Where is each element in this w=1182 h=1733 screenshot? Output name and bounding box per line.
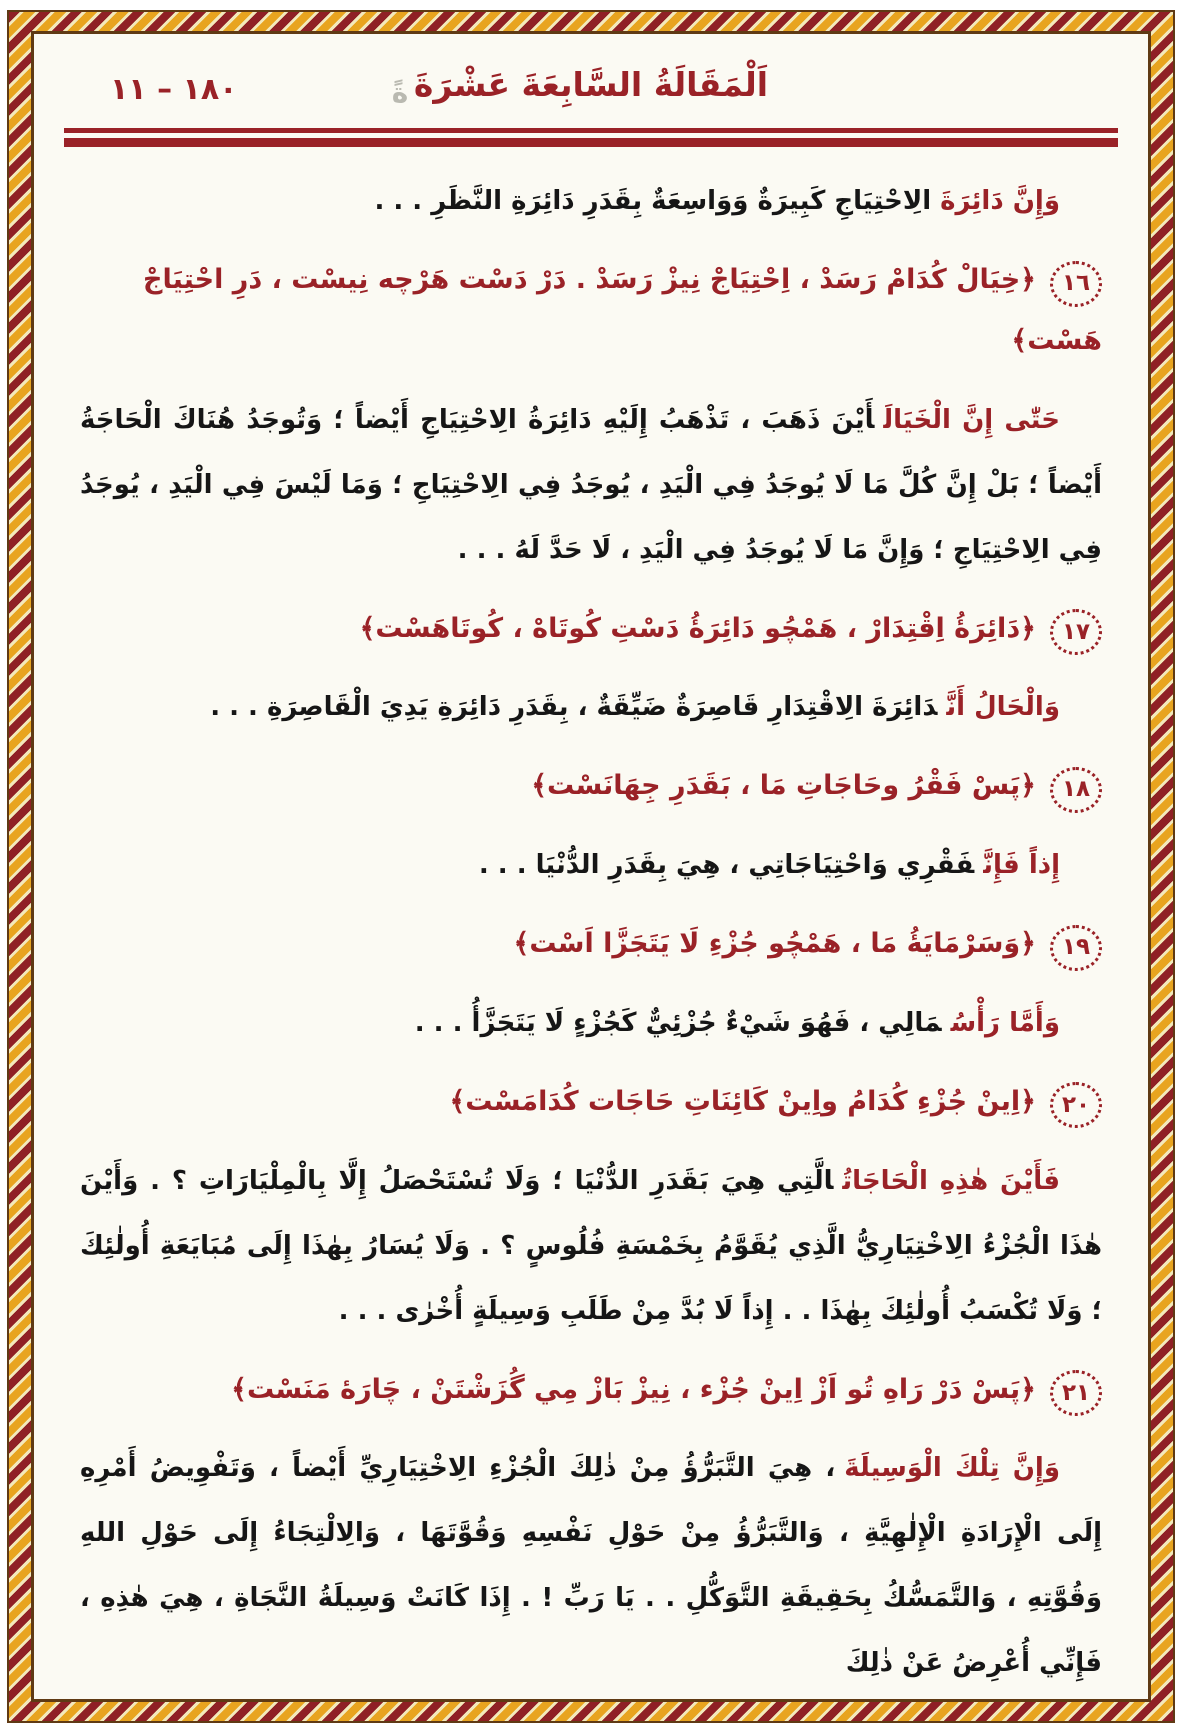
verse-text: ﴿وَسَرْمَايَهُٔ مَا ، هَمْچُو جُزْءِ لَا يَتَجَزَّا اَسْت﴾ xyxy=(513,928,1036,959)
commentary-paragraph xyxy=(80,833,1102,898)
page-header xyxy=(80,60,1102,126)
paragraph-lead: حَتّٰى إِنَّ الْخَيَالَ xyxy=(883,404,1061,435)
verse-text: ﴿پَسْ فَقْرُ وحَاجَاتِ مَا ، بَقَدَرِ جِهَانَسْت﴾ xyxy=(531,770,1036,802)
verse-number: ١٨ xyxy=(1061,776,1091,803)
page-content-area xyxy=(31,31,1151,1702)
paragraph-lead: وَإِنَّ دَائِرَةَ xyxy=(940,186,1060,216)
paragraph-text: الِاحْتِيَاجِ كَبِيرَةٌ وَوَاسِعَةٌ بِقَدَرِ دَائِرَةِ النَّظَرِ . . . xyxy=(374,186,932,216)
verse-number: ١٦ xyxy=(1061,270,1091,296)
verse-line-20 xyxy=(80,1072,1102,1133)
commentary-paragraph xyxy=(80,991,1102,1056)
verse-text: ﴿اِينْ جُزْءِ كُدَامُ واِينْ كَائِنَاتِ حَاجَات كُدَامَسْت﴾ xyxy=(449,1085,1036,1117)
paragraph-text: مَالِي ، فَهُوَ شَيْءٌ جُزْئِيٌّ كَجُزْءٍ لَا يَتَجَزَّأُ . . . xyxy=(414,1007,942,1038)
verse-number-medallion xyxy=(1050,609,1102,655)
verse-number: ٢٠ xyxy=(1061,1091,1091,1118)
title-ghost-glyph: ةً xyxy=(391,76,409,109)
paragraph-text: فَقْرِي وَاحْتِيَاجَاتِي ، هِيَ بِقَدَرِ الدُّنْيَا . . . xyxy=(478,850,975,880)
verse-number: ٢١ xyxy=(1061,1379,1091,1406)
commentary-paragraph xyxy=(80,1149,1102,1344)
paragraph-lead: وَإِنَّ تِلْكَ الْوَسِيلَةَ xyxy=(844,1453,1060,1484)
verse-text: ﴿پَسْ دَرْ رَاهِ تُو اَزْ اِينْ جُزْء ، نِيزْ بَازْ مِي گُزَشْتَنْ ، چَارَهٔ مَنَسْت﴾ xyxy=(231,1373,1036,1405)
verse-line-19 xyxy=(80,914,1102,975)
verse-text: ﴿دَائِرَهُٔ اِقْتِدَارْ ، هَمْچُو دَائِرَهُٔ دَسْتِ كُوتَاهْ ، كُوتَاهَسْت﴾ xyxy=(359,612,1036,644)
verse-line-17 xyxy=(80,599,1102,660)
paragraph-lead: إِذاً فَإِنَّ xyxy=(983,850,1060,880)
verse-number-medallion xyxy=(1050,1082,1102,1128)
paragraph-text: أَيْنَ ذَهَبَ ، تَذْهَبُ إِلَيْهِ دَائِرَةُ الِاحْتِيَاجِ أَيْضاً ؛ وَتُوجَدُ هُنَاكَ الْحَاجَةُ أَيْضاً ؛ بَلْ إِنَّ كُلَّ مَا لَا يُوجَدُ فِي الْيَدِ ، يُوجَدُ فِي الِاحْتِيَاجِ ؛ وَمَا لَيْسَ فِي الْيَدِ ، يُوجَدُ فِي الِاحْتِيَاجِ ؛ وَإِنَّ مَا لَا يُوجَدُ فِي الْيَدِ ، لَا حَدَّ لَهُ . . . xyxy=(80,404,1102,565)
article-body xyxy=(80,147,1102,1696)
verse-number-medallion xyxy=(1050,261,1102,307)
paragraph-text: ، هِيَ التَّبَرُّؤُ مِنْ ذٰلِكَ الْجُزْءِ الِاخْتِيَارِيِّ أَيْضاً ، وَتَفْوِيضُ أَمْرِهِ إِلَى الْإِرَادَةِ الْإِلٰهِيَّةِ ، وَالتَّبَرُّؤُ مِنْ حَوْلِ نَفْسِهِ وَقُوَّتَهَا ، وَالِالْتِجَاءُ إِلَى حَوْلِ اللهِ وَقُوَّتِهِ ، وَالتَّمَسُّكُ بِحَقِيقَةِ التَّوَكُّلِ . . يَا رَبِّ ! . إِذَا كَانَتْ وَسِيلَةُ النَّجَاةِ ، هِيَ هٰذِهِ ، فَإِنِّي أُعْرِضُ عَنْ ذٰلِكَ xyxy=(80,1453,1102,1679)
verse-line-18 xyxy=(80,756,1102,817)
verse-number-medallion xyxy=(1050,925,1102,971)
commentary-paragraph xyxy=(80,388,1102,583)
commentary-paragraph xyxy=(80,169,1102,234)
paragraph-text: دَائِرَةَ الِاقْتِدَارِ قَاصِرَةٌ ضَيِّقَةٌ ، بِقَدَرِ دَائِرَةِ يَدِيَ الْقَاصِرَةِ . . . xyxy=(210,692,938,723)
header-rule-thick xyxy=(64,138,1118,147)
commentary-paragraph xyxy=(80,1436,1102,1696)
paragraph-lead: وَالْحَالُ أَنَّ xyxy=(946,692,1060,723)
verse-number: ١٩ xyxy=(1061,934,1091,960)
page-title: اَلْمَقَالَةُ السَّابِعَةَ عَشْرَةَ xyxy=(413,65,769,104)
paragraph-lead: وَأَمَّا رَأْسُ xyxy=(950,1007,1060,1038)
page-number: ١٨٠ – ١١ xyxy=(110,72,238,107)
verse-number: ١٧ xyxy=(1061,618,1091,645)
commentary-paragraph xyxy=(80,675,1102,740)
verse-number-medallion xyxy=(1050,1370,1102,1416)
verse-line-21 xyxy=(80,1360,1102,1421)
paragraph-text: الَّتِي هِيَ بَقَدَرِ الدُّنْيَا ؛ وَلَا تُسْتَحْصَلُ إِلَّا بِالْمِلْيَارَاتِ ؟ . وَأَيْنَ هٰذَا الْجُزْءُ الِاخْتِيَارِيُّ الَّذِي يُقَوَّمُ بِخَمْسَةِ فُلُوسٍ ؟ . وَلَا يُسَارُ بِهٰذَا إِلَى مُبَايَعَةِ أُولٰئِكَ ؛ وَلَا تُكْسَبُ أُولٰئِكَ بِهٰذَا . . إِذاً لَا بُدَّ مِنْ طَلَبِ وَسِيلَةٍ أُخْرٰى . . . xyxy=(80,1165,1102,1326)
header-rule-thin xyxy=(64,128,1118,133)
verse-text: ﴿خِيَالْ كُدَامْ رَسَدْ ، اِحْتِيَاجْ نِيزْ رَسَدْ . دَرْ دَسْت هَرْچه نِيسْت ، دَرِ احْتِيَاجْ هَسْت﴾ xyxy=(143,264,1102,356)
verse-number-medallion xyxy=(1050,767,1102,813)
paragraph-lead: فَأَيْنَ هٰذِهِ الْحَاجَاتُ xyxy=(842,1165,1060,1196)
verse-line-16 xyxy=(80,250,1102,372)
